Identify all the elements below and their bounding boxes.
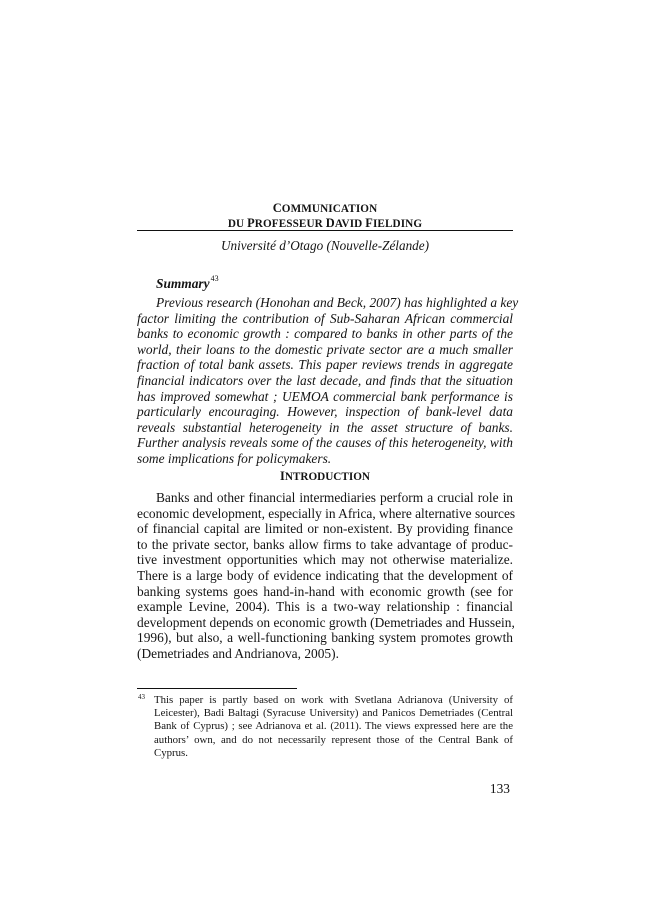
summary-paragraph xyxy=(137,295,519,467)
heading-word: DU xyxy=(227,218,248,230)
heading-initial: C xyxy=(272,201,282,215)
footnote-line: This paper is partly based on work with Svetlana Adrianova (University of xyxy=(154,694,513,706)
text-line: Banks and other financial intermediaries perform a crucial role in xyxy=(156,490,513,505)
text-line: 1996), but also, a well-functioning banking system promotes growth xyxy=(137,630,513,646)
heading-initial: D xyxy=(325,216,335,230)
text-line: financial indicators over the last decade, and finds that the situation xyxy=(137,372,513,388)
heading-initial: I xyxy=(280,469,285,483)
text-line: Further analysis reveals some of the causes of this heterogeneity, with xyxy=(137,435,513,451)
footnote-reference[interactable]: 43 xyxy=(210,274,219,283)
heading-rule xyxy=(137,230,513,231)
text-line: (Demetriades and Andrianova, 2005). xyxy=(137,645,339,661)
text-line: of financial capital are limited or non-existent. By providing finance xyxy=(137,521,513,537)
heading-word: AVID xyxy=(334,218,366,230)
text-line: tive investment opportunities which may not otherwise materialize. xyxy=(137,552,513,568)
text-line: banking systems goes hand-in-hand with economic growth (see for xyxy=(137,583,513,599)
text-line: economic development, especially in Africa, where alternative sources xyxy=(137,505,516,521)
footnote-mark: 43 xyxy=(138,693,145,701)
author-affiliation: Université d’Otago (Nouvelle-Zélande) xyxy=(220,238,429,253)
footnote-line: authors’ own, and do not necessarily represent those of the Central Bank of xyxy=(154,733,513,746)
text-line: banks to economic growth : compared to banks in other parts of the xyxy=(137,326,513,342)
heading-word: IELDING xyxy=(372,218,423,230)
text-line: world, their loans to the domestic private sector are a much smaller xyxy=(137,341,513,357)
text-line: to the private sector, banks allow firms to take advantage of produc- xyxy=(137,536,513,552)
footnote-line: Cyprus. xyxy=(154,746,188,759)
text-line: There is a large body of evidence indicating that the development of xyxy=(137,567,513,583)
page-number: 133 xyxy=(489,781,510,796)
text-line: example Levine, 2004). This is a two-way relationship : financial xyxy=(137,599,513,615)
text-line: reveals substantial heterogeneity in the asset structure of banks. xyxy=(137,419,513,435)
heading-rest: NTRODUCTION xyxy=(284,471,370,483)
heading-line-communication xyxy=(137,201,513,216)
text-line: particularly encouraging. However, inspection of bank-level data xyxy=(137,404,513,420)
footnote-body xyxy=(154,694,513,760)
footnote-line: Leicester), Badi Baltagi (Syracuse University) and Panicos Demetriades (Central xyxy=(154,707,513,720)
heading-initial: P xyxy=(247,216,255,230)
article-heading xyxy=(137,201,513,231)
text-line: has improved somewhat ; UEMOA commercial bank performance is xyxy=(137,388,513,404)
text-line: Previous research (Honohan and Beck, 2007) has highlighted a key xyxy=(156,295,519,310)
text-line: fraction of total bank assets. This paper reviews trends in aggregate xyxy=(137,357,513,373)
heading-line-author xyxy=(137,216,513,231)
summary-heading xyxy=(156,276,219,294)
summary-heading-text: Summary xyxy=(156,276,210,291)
text-line: some implications for policymakers. xyxy=(137,450,332,466)
heading-word: ROFESSEUR xyxy=(254,218,326,230)
text-line: factor limiting the contribution of Sub-Saharan African commercial xyxy=(137,310,513,326)
footnote xyxy=(137,694,513,760)
introduction-heading xyxy=(137,469,513,484)
footnote-line: Bank of Cyprus) ; see Adrianova et al. (2011). The views expressed here are the xyxy=(154,720,513,733)
heading-rest: OMMUNICATION xyxy=(281,203,378,215)
heading-initial: F xyxy=(365,216,373,230)
footnote-separator xyxy=(137,688,297,689)
introduction-paragraph xyxy=(137,490,516,662)
text-line: development depends on economic growth (Demetriades and Hussein, xyxy=(137,614,515,630)
